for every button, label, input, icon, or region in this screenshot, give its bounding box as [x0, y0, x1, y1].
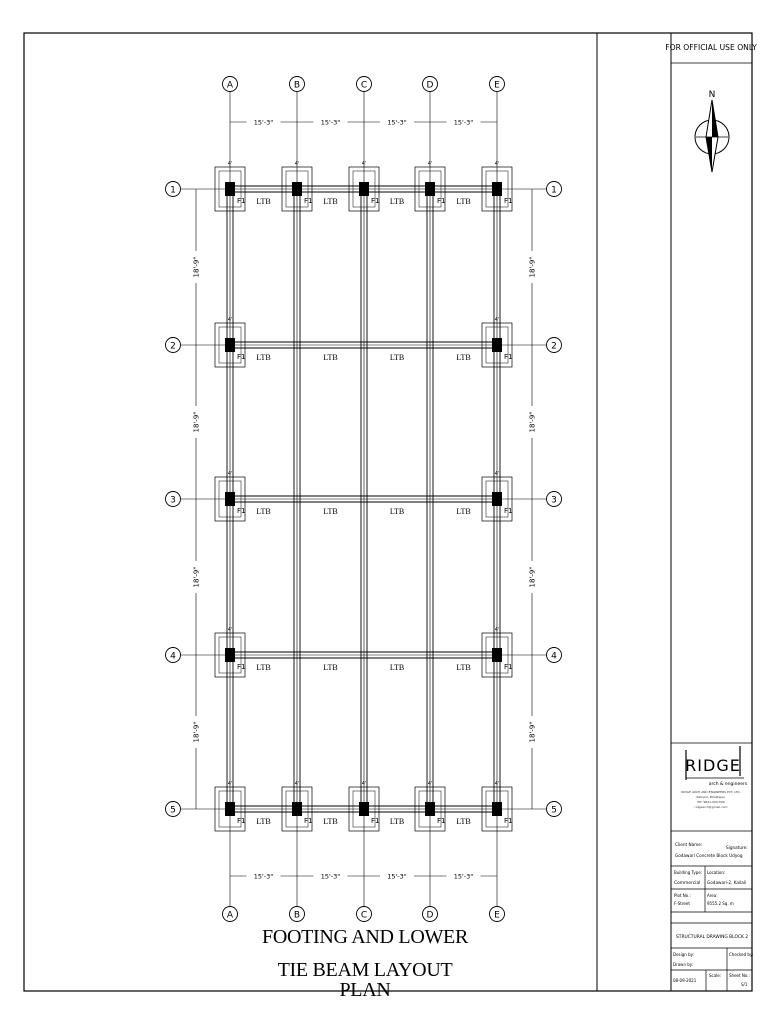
dim-col-spacing-bottom-1: 15'-3" [253, 872, 274, 881]
company-fine-print-1: RIDGE ARCH AND ENGINEERS PVT. LTD. [681, 790, 741, 794]
design-by-label: Design by: [673, 952, 695, 957]
footing-E3-dim: 4' [494, 471, 500, 477]
sheet-no-value: S/1 [741, 982, 748, 987]
grid-label-col-A-top: A [226, 80, 234, 91]
dim-col-spacing-top-4: 15'-3" [453, 118, 474, 127]
ltb-label-row2-bay3: LTB [389, 353, 405, 362]
footing-E2-column [492, 338, 502, 352]
ltb-label-row1-bay1: LTB [256, 197, 271, 206]
footing-E4-label: F1 [504, 663, 513, 671]
dim-col-spacing-top-1: 15'-3" [253, 118, 274, 127]
dim-row-spacing-right-2: 18'-9" [528, 411, 537, 433]
grid-label-col-B-top: B [293, 80, 301, 91]
signature-label: Signature: [726, 845, 748, 850]
dim-row-spacing-right-1: 18'-9" [528, 256, 537, 278]
dim-col-spacing-top-2: 15'-3" [320, 118, 341, 127]
north-arrow-icon [695, 100, 729, 172]
plot-no-value: F-Street [674, 901, 690, 906]
grid-label-col-B-bottom: B [293, 910, 301, 921]
dim-row-spacing-left-4: 18'-9" [192, 721, 201, 743]
ltb-label-row5-bay2: LTB [323, 817, 338, 826]
north-label: N [708, 90, 716, 100]
grid-label-row-1-left: 1 [170, 185, 176, 196]
date-value: 08-09-2021 [673, 978, 697, 983]
grid-label-row-3-right: 3 [551, 495, 557, 506]
footing-C5-column [359, 802, 369, 816]
ltb-label-row3-bay2: LTB [323, 507, 338, 516]
area-label: Area: [707, 893, 718, 898]
ltb-label-row4-bay1: LTB [256, 663, 271, 672]
dim-col-spacing-top-3: 15'-3" [387, 118, 407, 127]
footing-D1-dim: 4' [427, 161, 433, 167]
footing-E1-column [492, 182, 502, 196]
footing-D1-column [425, 182, 435, 196]
ltb-label-row1-bay3: LTB [389, 197, 405, 206]
location-value: Godawari-2, Kailali [707, 880, 747, 885]
drawn-by-label: Drawn by: [673, 962, 694, 967]
grid-label-row-4-right: 4 [551, 651, 557, 662]
building-type-label: Building Type: [674, 870, 703, 875]
footing-A2-label: F1 [237, 353, 246, 361]
official-use-label: FOR OFFICIAL USE ONLY [665, 43, 757, 52]
dim-col-spacing-bottom-4: 15'-3" [453, 872, 474, 881]
ltb-label-row4-bay4: LTB [456, 663, 471, 672]
plot-no-label: Plot No.: [674, 893, 691, 898]
grid-label-col-E-top: E [494, 80, 500, 91]
grid-label-col-E-bottom: E [494, 910, 500, 921]
footing-E5-dim: 4' [494, 781, 500, 787]
grid-label-row-5-left: 5 [170, 805, 176, 816]
footing-A5-label: F1 [237, 817, 246, 825]
ltb-label-row3-bay1: LTB [256, 507, 271, 516]
drawing-title: STRUCTURAL DRAWING BLOCK 2 [676, 935, 749, 940]
footing-A1-column [225, 182, 235, 196]
footing-A1-label: F1 [237, 197, 246, 205]
grid-label-col-C-bottom: C [360, 910, 368, 921]
grid-label-row-4-left: 4 [170, 651, 176, 662]
footing-D1-label: F1 [437, 197, 446, 205]
checked-by-label: Checked by: [729, 952, 754, 957]
footing-D5-column [425, 802, 435, 816]
ltb-label-row3-bay3: LTB [389, 507, 405, 516]
company-fine-print-3: PH: 9841-000-000 [697, 800, 725, 804]
footing-A5-dim: 4' [227, 781, 233, 787]
ltb-label-row5-bay3: LTB [389, 817, 405, 826]
location-label: Location: [707, 870, 726, 875]
ltb-label-row2-bay2: LTB [323, 353, 338, 362]
company-tagline: arch & engineers [708, 782, 748, 787]
grid-label-col-A-bottom: A [226, 910, 234, 921]
grid-label-row-2-right: 2 [551, 341, 557, 352]
client-name-value: Godawari Concrete Block Udyog [675, 853, 743, 858]
footing-B1-label: F1 [304, 197, 313, 205]
company-logo-text: RIDGE [685, 756, 741, 775]
footing-A4-label: F1 [237, 663, 246, 671]
footing-A1-dim: 4' [227, 161, 233, 167]
footing-E1-label: F1 [504, 197, 513, 205]
footing-C5-dim: 4' [361, 781, 367, 787]
footing-B1-dim: 4' [294, 161, 300, 167]
footing-A3-column [225, 492, 235, 506]
grid-label-row-2-left: 2 [170, 341, 176, 352]
dim-row-spacing-right-4: 18'-9" [528, 721, 537, 743]
ltb-label-row3-bay4: LTB [456, 507, 471, 516]
footing-layout-plan [166, 77, 562, 922]
footing-B5-dim: 4' [294, 781, 300, 787]
footing-E5-column [492, 802, 502, 816]
footing-A2-column [225, 338, 235, 352]
footing-A3-dim: 4' [227, 471, 233, 477]
footing-E2-dim: 4' [494, 317, 500, 323]
ltb-label-row2-bay1: LTB [256, 353, 271, 362]
dim-row-spacing-left-2: 18'-9" [192, 411, 201, 433]
building-type-value: Commercial [674, 881, 701, 886]
ltb-label-row5-bay4: LTB [456, 817, 471, 826]
footing-C5-label: F1 [371, 817, 380, 825]
footing-D5-label: F1 [437, 817, 446, 825]
footing-C1-column [359, 182, 369, 196]
plan-title-line-2: TIE BEAM LAYOUT PLAN [277, 959, 453, 1001]
dim-row-spacing-left-1: 18'-9" [192, 256, 201, 278]
footing-E1-dim: 4' [494, 161, 500, 167]
footing-E4-column [492, 648, 502, 662]
footing-E3-column [492, 492, 502, 506]
outer-frame [24, 33, 752, 991]
ltb-label-row5-bay1: LTB [256, 817, 271, 826]
footing-B1-column [292, 182, 302, 196]
grid-label-col-C-top: C [360, 80, 368, 91]
footing-A5-column [225, 802, 235, 816]
ltb-label-row1-bay4: LTB [456, 197, 471, 206]
ltb-label-row2-bay4: LTB [456, 353, 471, 362]
footing-A2-dim: 4' [227, 317, 233, 323]
footing-D5-dim: 4' [427, 781, 433, 787]
footing-C1-dim: 4' [361, 161, 367, 167]
footing-B5-label: F1 [304, 817, 313, 825]
footing-A4-column [225, 648, 235, 662]
grid-label-col-D-top: D [426, 80, 434, 91]
footing-A4-dim: 4' [227, 627, 233, 633]
grid-label-col-D-bottom: D [426, 910, 434, 921]
dim-col-spacing-bottom-3: 15'-3" [387, 872, 407, 881]
plan-title-line-1: FOOTING AND LOWER [262, 926, 468, 948]
footing-E5-label: F1 [504, 817, 513, 825]
sheet-no-label: Sheet No.: [729, 973, 750, 978]
company-fine-print-2: Ratopul, Bhaktapur [696, 795, 726, 799]
grid-label-row-5-right: 5 [551, 805, 557, 816]
ltb-label-row4-bay3: LTB [389, 663, 405, 672]
ltb-label-row4-bay2: LTB [323, 663, 338, 672]
dim-col-spacing-bottom-2: 15'-3" [320, 872, 341, 881]
footing-E4-dim: 4' [494, 627, 500, 633]
area-value: 9555.2 Sq. m [707, 901, 734, 906]
ltb-label-row1-bay2: LTB [323, 197, 338, 206]
footing-B5-column [292, 802, 302, 816]
scale-label: Scale: [709, 973, 722, 978]
dim-row-spacing-right-3: 18'-9" [528, 566, 537, 588]
client-name-label: Client Name: [675, 842, 703, 847]
dim-row-spacing-left-3: 18'-9" [192, 566, 201, 588]
footing-E3-label: F1 [504, 507, 513, 515]
footing-E2-label: F1 [504, 353, 513, 361]
grid-label-row-1-right: 1 [551, 185, 557, 196]
footing-C1-label: F1 [371, 197, 380, 205]
company-fine-print-4: ridgearch@gmail.com [694, 805, 728, 809]
footing-A3-label: F1 [237, 507, 246, 515]
grid-label-row-3-left: 3 [170, 495, 176, 506]
